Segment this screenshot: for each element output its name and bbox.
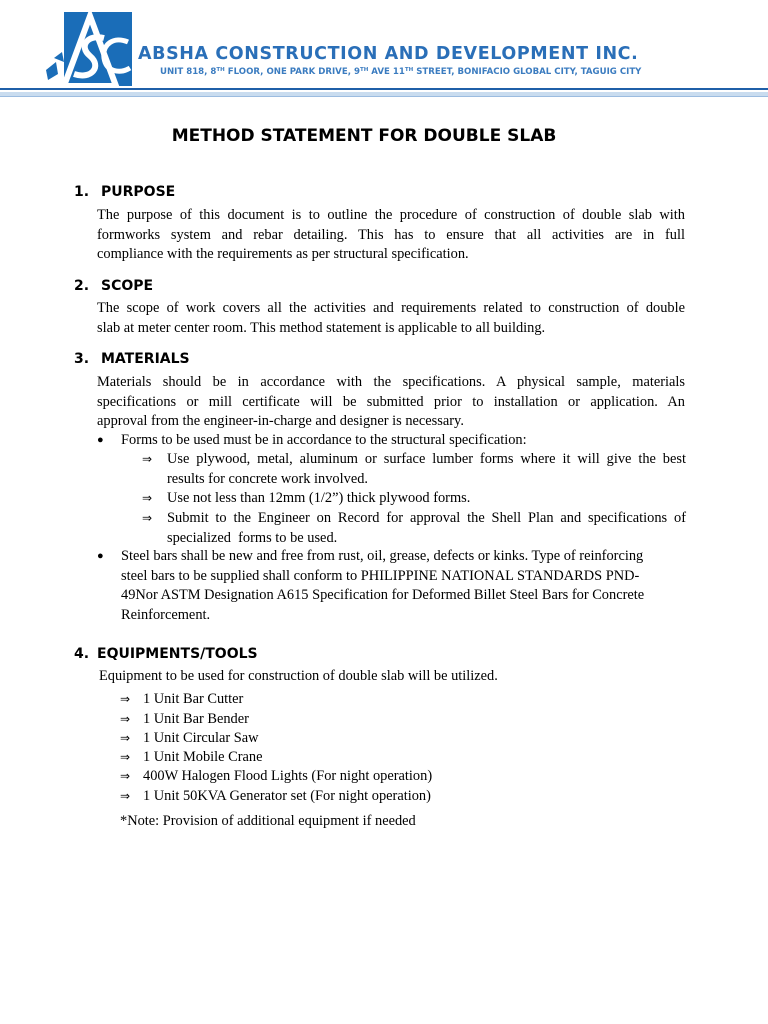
arrow-icon: ⇒ — [120, 731, 131, 745]
list-item: ⇒ 400W Halogen Flood Lights (For night operation) — [120, 767, 432, 787]
equipment-note: *Note: Provision of additional equipment if needed — [120, 813, 416, 829]
bullet-icon: ● — [97, 434, 104, 446]
list-item: ⇒ 1 Unit Bar Bender — [120, 710, 249, 730]
list-item: ⇒ 1 Unit 50KVA Generator set (For night operation) — [120, 787, 431, 807]
arrow-icon: ⇒ — [120, 750, 131, 764]
company-name: ABSHA CONSTRUCTION AND DEVELOPMENT INC. — [138, 44, 639, 64]
list-item: ⇒ 1 Unit Circular Saw — [120, 729, 259, 749]
list-item: ⇒ Use not less than 12mm (1/2”) thick plywood forms. — [142, 489, 686, 509]
list-item: ⇒ 1 Unit Bar Cutter — [120, 690, 243, 710]
materials-paragraph: Materials should be in accordance with the specifications. A physical sample, materials specifications or mill certificate will be submitted prior to installation or application. An approval from the engineer-in-charge and designer is necessary. — [97, 374, 685, 429]
list-item: ⇒ Submit to the Engineer on Record for approval the Shell Plan and specifications of specialized forms to be used. — [142, 510, 686, 546]
list-item: ⇒ 1 Unit Mobile Crane — [120, 748, 263, 768]
arrow-icon: ⇒ — [120, 692, 131, 706]
scope-paragraph: The scope of work covers all the activities and requirements related to construction of double slab at meter center room. This method statement is applicable to all building. — [97, 300, 685, 336]
arrow-icon: ⇒ — [142, 491, 153, 505]
list-item: ⇒ Use plywood, metal, aluminum or surface lumber forms where it will give the best results for concrete work involved. — [142, 451, 686, 487]
purpose-paragraph: The purpose of this document is to outline the procedure of construction of double slab with formworks system and rebar detailing. This has to ensure that all activities are in full compliance with the requirements as per structural specification. — [97, 207, 685, 262]
section-heading-materials: 3. MATERIALS — [74, 351, 190, 367]
equipments-intro: Equipment to be used for construction of double slab will be utilized. — [99, 668, 498, 684]
document-title: METHOD STATEMENT FOR DOUBLE SLAB — [171, 126, 557, 146]
arrow-icon: ⇒ — [142, 511, 153, 525]
list-item: ● Steel bars shall be new and free from rust, oil, grease, defects or kinks. Type of reinforcing steel bars to be supplied shall conform to PHILIPPINE NATIONAL STANDARDS PND- 49Nor ASTM Designation A615 Specification for Deformed Billet Steel Bars for Concrete Reinforcement. — [97, 548, 645, 623]
section-heading-scope: 2. SCOPE — [74, 278, 154, 294]
arrow-icon: ⇒ — [120, 789, 131, 803]
header-rule — [0, 88, 768, 90]
section-heading-purpose: 1. PURPOSE — [74, 184, 176, 200]
section-heading-equipments: 4. EQUIPMENTS/TOOLS — [74, 646, 258, 662]
arrow-icon: ⇒ — [120, 769, 131, 783]
arrow-icon: ⇒ — [142, 452, 153, 466]
letterhead — [0, 0, 768, 100]
company-address: UNIT 818, 8TH FLOOR, ONE PARK DRIVE, 9TH AVE 11TH STREET, BONIFACIO GLOBAL CITY, TAGUIG CITY — [160, 67, 642, 77]
bullet-icon: ● — [97, 550, 104, 562]
header-rule-thin — [0, 96, 768, 97]
arrow-icon: ⇒ — [120, 712, 131, 726]
company-logo-icon — [44, 12, 132, 86]
